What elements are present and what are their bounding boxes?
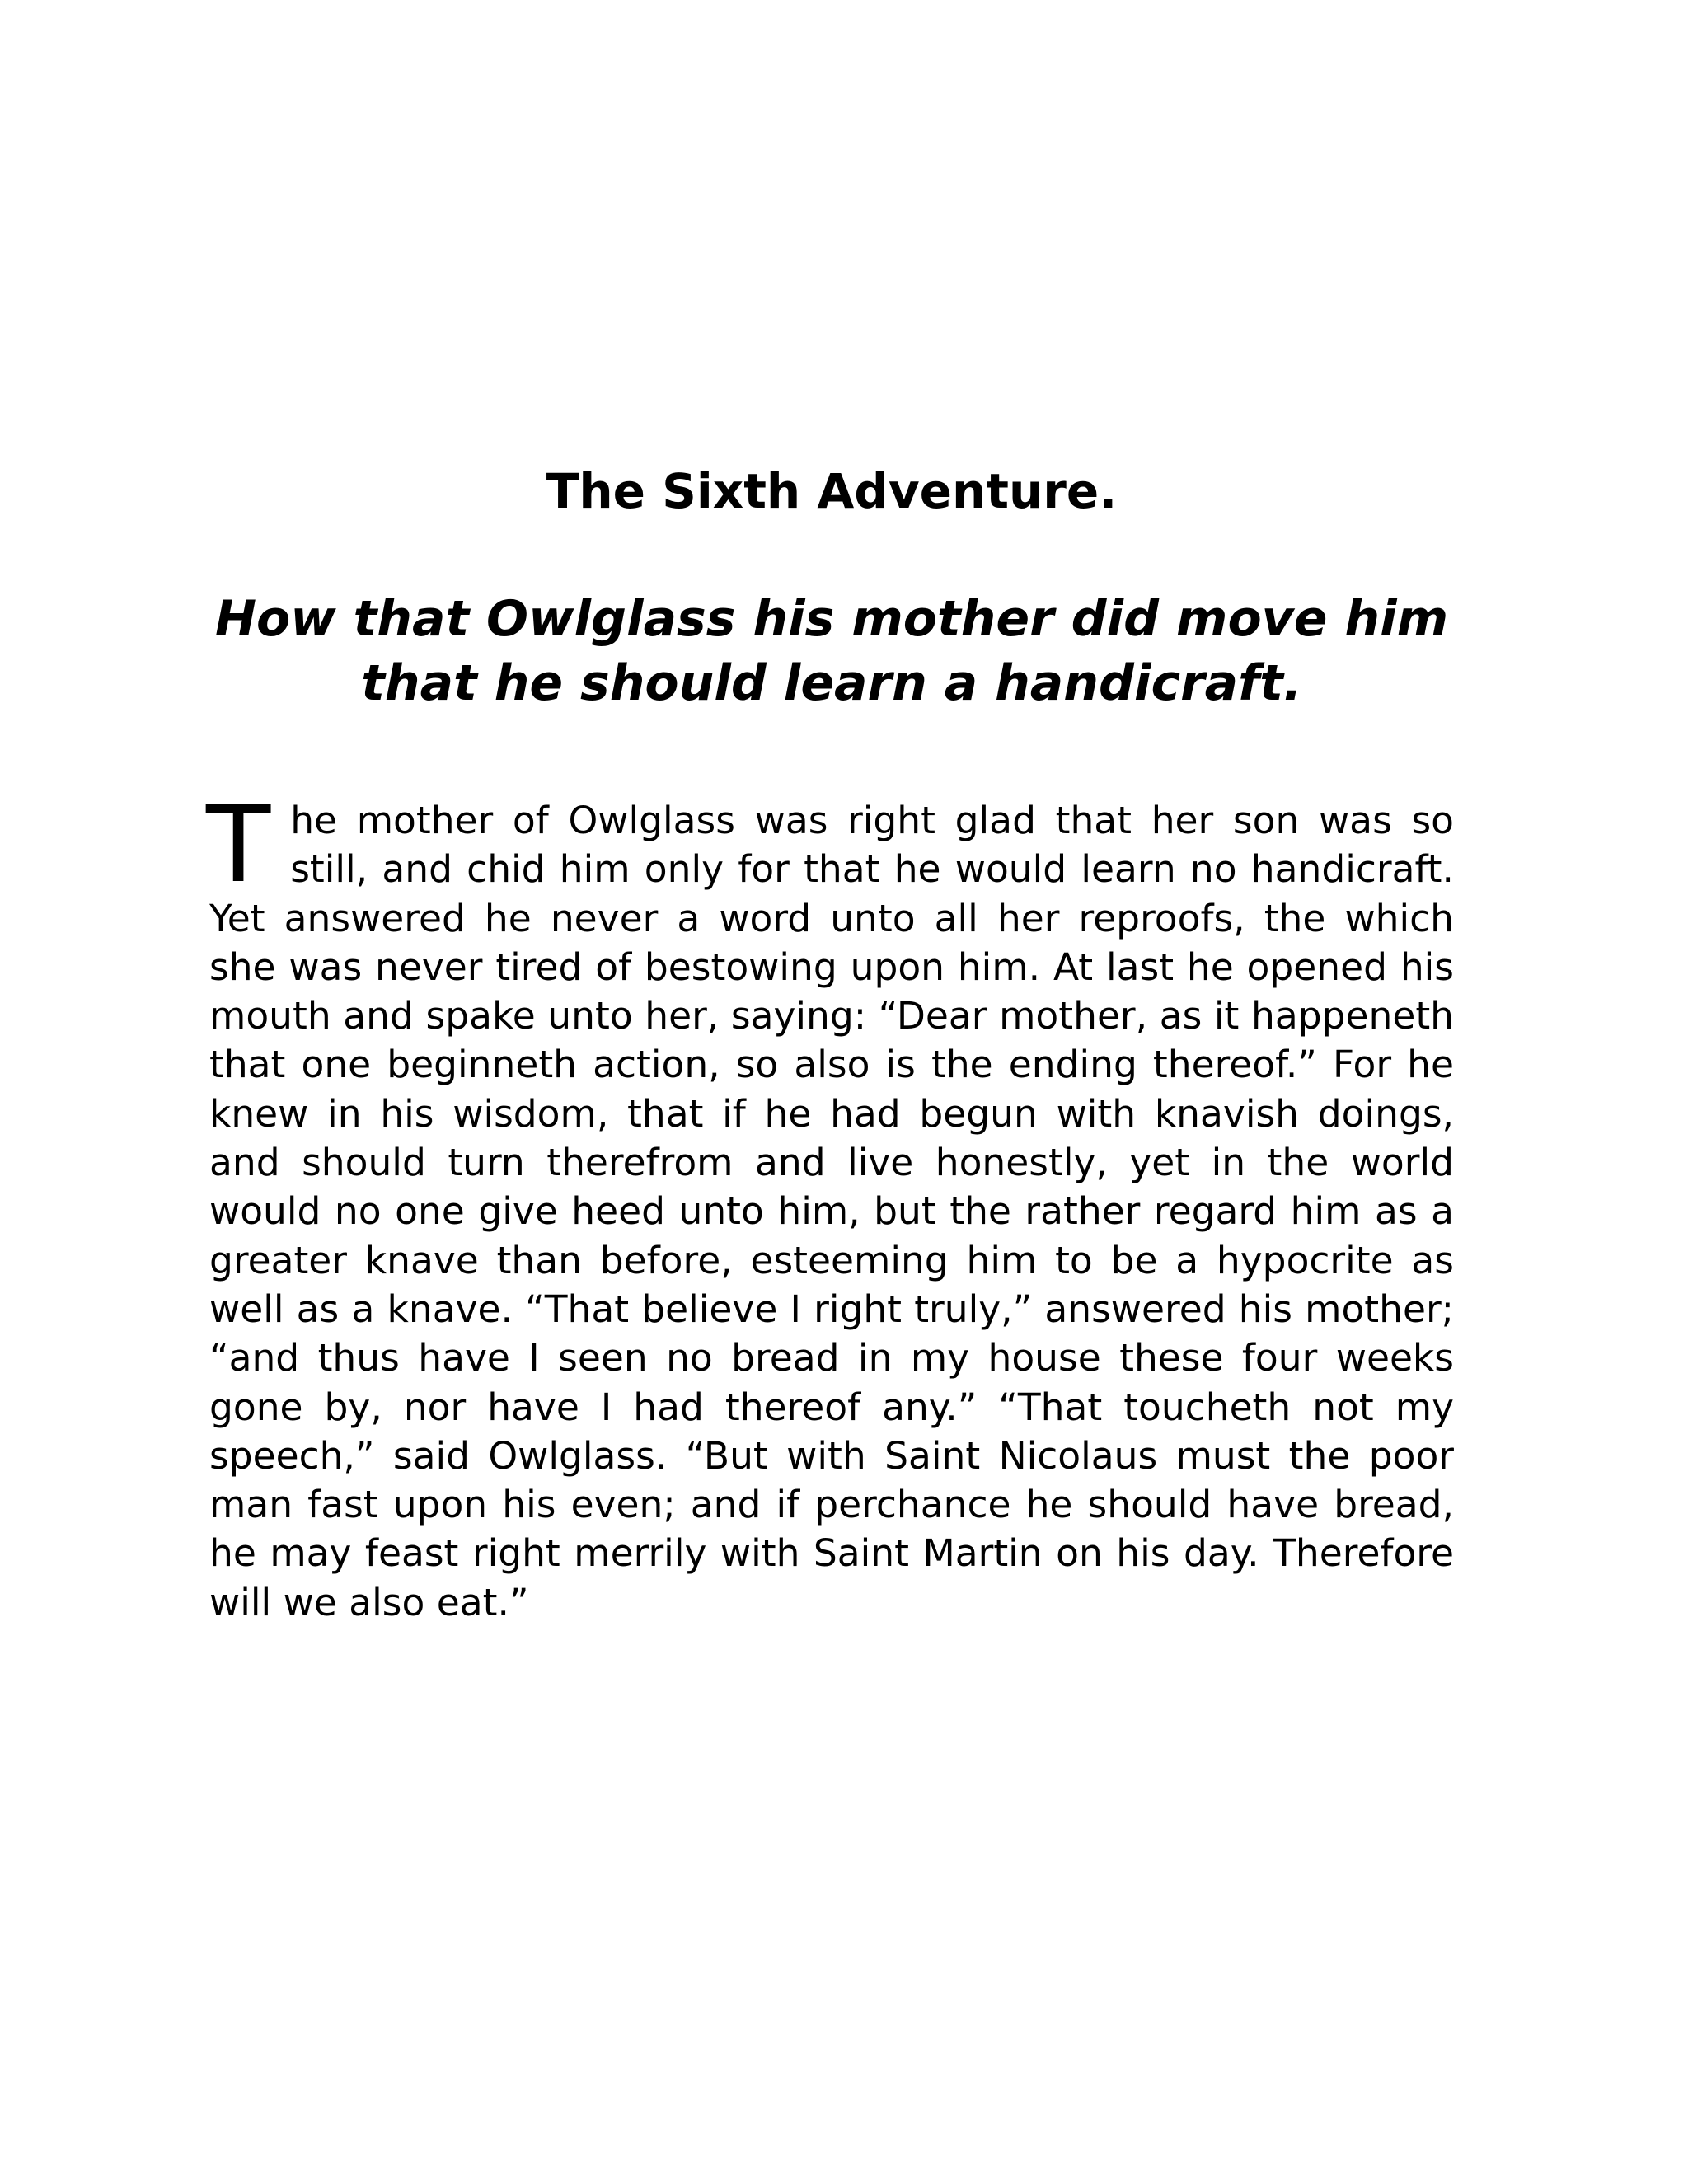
- body-paragraph: [206, 784, 1454, 1627]
- document-page: [206, 0, 1454, 2184]
- chapter-title: The Sixth Adventure.: [546, 463, 1118, 519]
- chapter-subtitle: [209, 587, 1454, 715]
- chapter-subtitle-line-1: How that Owlglass his mother did move him: [214, 590, 1449, 648]
- drop-cap: T: [206, 784, 271, 907]
- body-paragraph-text: he mother of Owlglass was right glad that her son was so still, and chid him only for that he would learn no handicraft. Yet answered he never a word unto all her reproofs, the which she was never tired of bestowing upon him. At last he opened his mouth and spake unto her, saying: “Dear mother, as it happeneth that one beginneth action, so also is the ending thereof.” For he knew in his wisdom, that if he had begun with knavish doings, and should turn therefrom and live honestly, yet in the world would no one give heed unto him, but the rather regard him as a greater knave than before, esteeming him to be a hypocrite as well as a knave. “That believe I right truly,” answered his mother; “and thus have I seen no bread in my house these four weeks gone by, nor have I had thereof any.” “That toucheth not my speech,” said Owlglass. “But with Saint Nicolaus must the poor man fast upon his even; and if perchance he should have bread, he may feast right merrily with Saint Martin on his day. Therefore will we also eat.”: [209, 799, 1454, 1624]
- chapter-subtitle-line-2: that he should learn a handicraft.: [361, 654, 1302, 712]
